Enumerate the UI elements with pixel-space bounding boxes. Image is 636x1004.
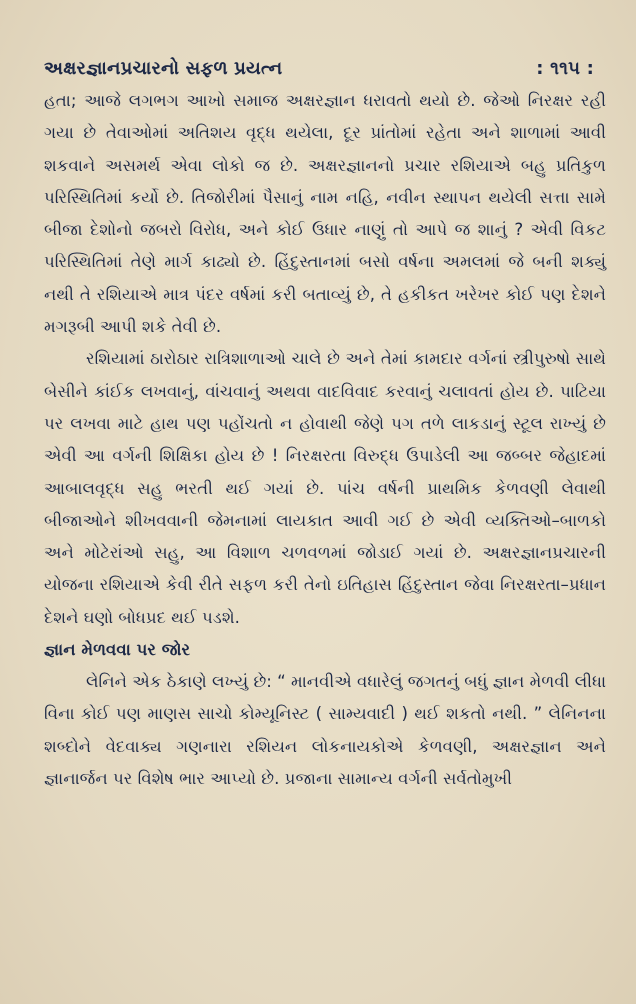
running-head-title: અક્ષરજ્ઞાનપ્રચારનો સફળ પ્રયત્ન — [44, 58, 283, 79]
page-number: : ૧૧૫ : — [536, 58, 594, 79]
section-heading: જ્ઞાન મેળવવા પર જોર — [44, 640, 191, 660]
paragraph: રશિયામાં ઠારોઠાર રાત્રિશાળાઓ ચાલે છે અને તેમાં કામદાર વર્ગનાં સ્ત્રીપુરુષો સાથે બેસીને કાંઈક લખવાનું, વાંચવાનું અથવા વાદવિવાદ કરવાનું ચલાવતાં હોય છે. પાટિયા પર લખવા માટે હાથ પણ પહોંચતો ન હોવાથી જેણે પગ તળે લાકડાનું સ્ટૂલ રાખ્યું છે એવી આ વર્ગની શિક્ષિકા હોય છે ! નિરક્ષરતા વિરુદ્ધ ઉપાડેલી આ જબ્બર જેહાદમાં આબાલવૃદ્ધ સહુ ભરતી થઈ ગયાં છે. પાંચ વર્ષની પ્રાથમિક કેળવણી લેવાથી બીજાઓને શીખવવાની જેમનામાં લાયકાત આવી ગઈ છે એવી વ્યક્તિઓ–બાળકો અને મોટેરાંઓ સહુ, આ વિશાળ ચળવળમાં જોડાઈ ગયાં છે. અક્ષરજ્ઞાનપ્રચારની યોજના રશિયાએ કેવી રીતે સફળ કરી તેનો ઇતિહાસ હિંદુસ્તાન જેવા નિરક્ષરતા–પ્રધાન દેશને ઘણો બોધપ્રદ થઈ પડશે. — [44, 349, 606, 627]
running-head — [44, 58, 606, 79]
paragraph-continued: હતા; આજે લગભગ આખો સમાજ અક્ષરજ્ઞાન ધરાવતો થયો છે. જેઓ નિરક્ષર રહી ગયા છે તેવાઓમાં અતિશય વૃદ્ધ થયેલા, દૂર પ્રાંતોમાં રહેતા અને શાળામાં આવી શકવાને અસમર્થ એવા લોકો જ છે. અક્ષરજ્ઞાનનો પ્રચાર રશિયાએ બહુ પ્રતિકુળ પરિસ્થિતિમાં કર્યો છે. તિજોરીમાં પૈસાનું નામ નહિ, નવીન સ્થાપન થયેલી સત્તા સામે બીજા દેશોનો જબરો વિરોધ, અને કોઈ ઉધાર નાણું તો આપે જ શાનું ? એવી વિકટ પરિસ્થિતિમાં તેણે માર્ગ કાઢ્યો છે. હિંદુસ્તાનમાં બસો વર્ષના અમલમાં જે બની શક્યું નથી તે રશિયાએ માત્ર પંદર વર્ષમાં કરી બતાવ્યું છે, તે હકીકત ખરેખર કોઈ પણ દેશને મગરૂબી આપી શકે તેવી છે. — [44, 91, 606, 337]
section-paragraph: લેનિને એક ઠેકાણે લખ્યું છે: “ માનવીએ વધારેલું જગતનું બધું જ્ઞાન મેળવી લીધા વિના કોઈ પણ માણસ સાચો કોમ્યૂનિસ્ટ ( સામ્યવાદી ) થઈ શકતો નથી. ” લેનિનના શબ્દોને વેદવાક્ય ગણનારા રશિયન લોકનાયકોએ કેળવણી, અક્ષરજ્ઞાન અને જ્ઞાનાર્જન પર વિશેષ ભાર આપ્યો છે. પ્રજાના સામાન્ય વર્ગની સર્વતોમુખી — [44, 672, 607, 788]
body-text — [44, 85, 606, 795]
